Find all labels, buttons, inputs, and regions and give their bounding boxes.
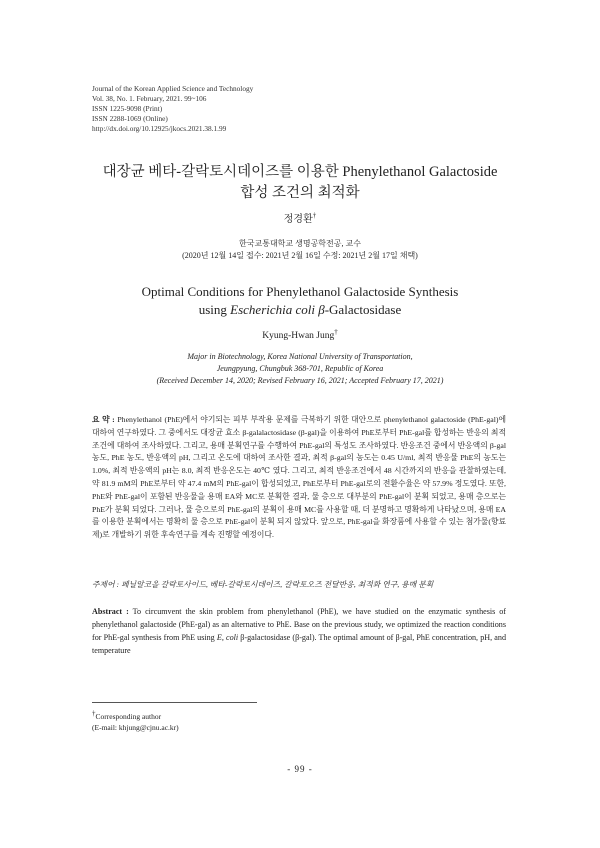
english-abstract-label: Abstract : [92,607,129,616]
korean-author [0,210,600,225]
english-author-name: Kyung-Hwan Jung [262,331,335,341]
korean-keywords: 주제어 : 페닐알코올 갈락토사이드, 베타-갈락토시데이즈, 갈락토오즈 전달반응, 최적화 연구, 용매 분획 [92,580,434,589]
english-abstract-organism: E, coli [216,633,239,642]
korean-title-line-2: 합성 조건의 최적화 [240,185,360,201]
english-abstract [92,605,506,657]
korean-abstract-body: Phenylethanol (PhE)에서 야기되는 피부 부작용 문제를 극복하기 위한 대안으로 phenylethanol galactoside (PhE-gal)에 대하여 연구하였다. 그 중에서도 대장균 효소 β-galalactosidase (β-gal)을 이용하여 PhE로부터 PhE-gal를 합성하는 반응의 최적 조건에 대하여 조사하였다. 그리고, 용매 분획연구를 수행하여 PhE-gal의 특성도 조사하였다. 반응조건 중에서 반응액의 β-gal 농도, PhE 농도, 반응액의 pH, 그리고 온도에 대하여 조사한 결과, 최적 β-gal의 농도는 0.45 U/ml, 최적 반응물 PhE의 농도는 1.0%, 최적 반응액의 pH는 8.0, 최적 반응온도는 40℃ 였다. 그리고, 최적 반응조건에서 48 시간까지의 반응을 관찰하였는데, 약 81.9 mM의 PhE로부터 약 47.4 mM의 PhE-gal이 합성되었고, PhE로부터 PhE-gal로의 전환수율은 약 57.9% 정도였다. 또한, PhE와 PhE-gal이 포함된 반응물을 용매 EA와 MC로 분획한 결과, 물 층으로 대부분의 PhE-gal이 분획 되었고, 용매 층으로는 PhE가 분획 되었다. 그러나, 물 층으로의 PhE-gal의 분획이 용매 MC를 사용할 때, 더 분명하고 명확하게 나타났으며, 용매 EA를 이용한 분획에서는 명확히 물 층으로 PhE-gal이 분획 되지 않았다. 앞으로, PhE-gal을 화장품에 사용할 수 있는 첨가물(향료제)로 개발하기 위한 후속연구를 계속 진행할 예정이다. [92,415,507,540]
korean-abstract [92,414,506,542]
doi-link[interactable]: http://dx.doi.org/10.12925/jkocs.2021.38.1.99 [92,124,227,133]
english-dates-line: (Received December 14, 2020; Revised February 16, 2021; Accepted February 17, 2021) [156,376,444,385]
english-title-enzyme: -Galactosidase [324,302,402,317]
issn-online: ISSN 2288-1069 (Online) [92,114,168,123]
footnote-mark: † [92,709,96,718]
english-abstract-body-1: To circumvent the skin problem from phenylethanol (PhE), we have studied on the enzymatic synthesis of phenylethanol galactoside (PhE-gal) as an alternative to PhE. Base on the previous study, we optimized the reaction conditions for PhE-gal synthesis from PhE using [92,607,506,642]
english-title-using: using [198,302,231,317]
footnote-corresponding [92,711,179,722]
corresponding-mark-en: † [334,327,338,336]
english-affiliation-line-1: Major in Biotechnology, Korea National University of Transportation, [187,352,413,361]
corresponding-mark: † [312,211,317,220]
page-number: - 99 - [287,764,313,774]
english-affiliation [0,351,600,387]
english-title-line-1: Optimal Conditions for Phenylethanol Galactoside Synthesis [141,284,459,299]
korean-affiliation-line: 한국교통대학교 생명공학전공, 교수 [239,239,361,248]
footnote-text: Corresponding author [95,712,162,721]
korean-abstract-label: 요 약 : [92,415,115,424]
korean-author-name: 정경환 [283,214,313,225]
korean-affiliation [0,238,600,262]
english-abstract-body-2: β-galactosidase (β-gal). The optimal amount of β-gal, PhE concentration, pH, and temperature [92,633,506,655]
issn-print: ISSN 1225-9098 (Print) [92,104,163,113]
english-affiliation-line-2: Jeungpyung, Chungbuk 368-701, Republic of Korea [216,364,384,373]
journal-header [92,84,253,134]
footnote-divider [92,702,257,703]
footnote-email[interactable]: (E-mail: khjung@cjnu.ac.kr) [92,723,179,732]
english-author [0,327,600,341]
english-title-line-2 [0,301,600,319]
footnote [92,711,179,733]
korean-dates-line: (2020년 12월 14일 접수: 2021년 2월 16일 수정: 2021년 2월 17일 채택) [182,251,418,260]
english-title-organism: Escherichia coli β [230,302,325,317]
korean-title-line-1: 대장균 베타-갈락토시데이즈를 이용한 Phenylethanol Galactoside [102,164,498,180]
journal-name: Journal of the Korean Applied Science and Technology [92,84,254,93]
journal-volume: Vol. 38, No. 1. February, 2021. 99~106 [92,94,207,103]
